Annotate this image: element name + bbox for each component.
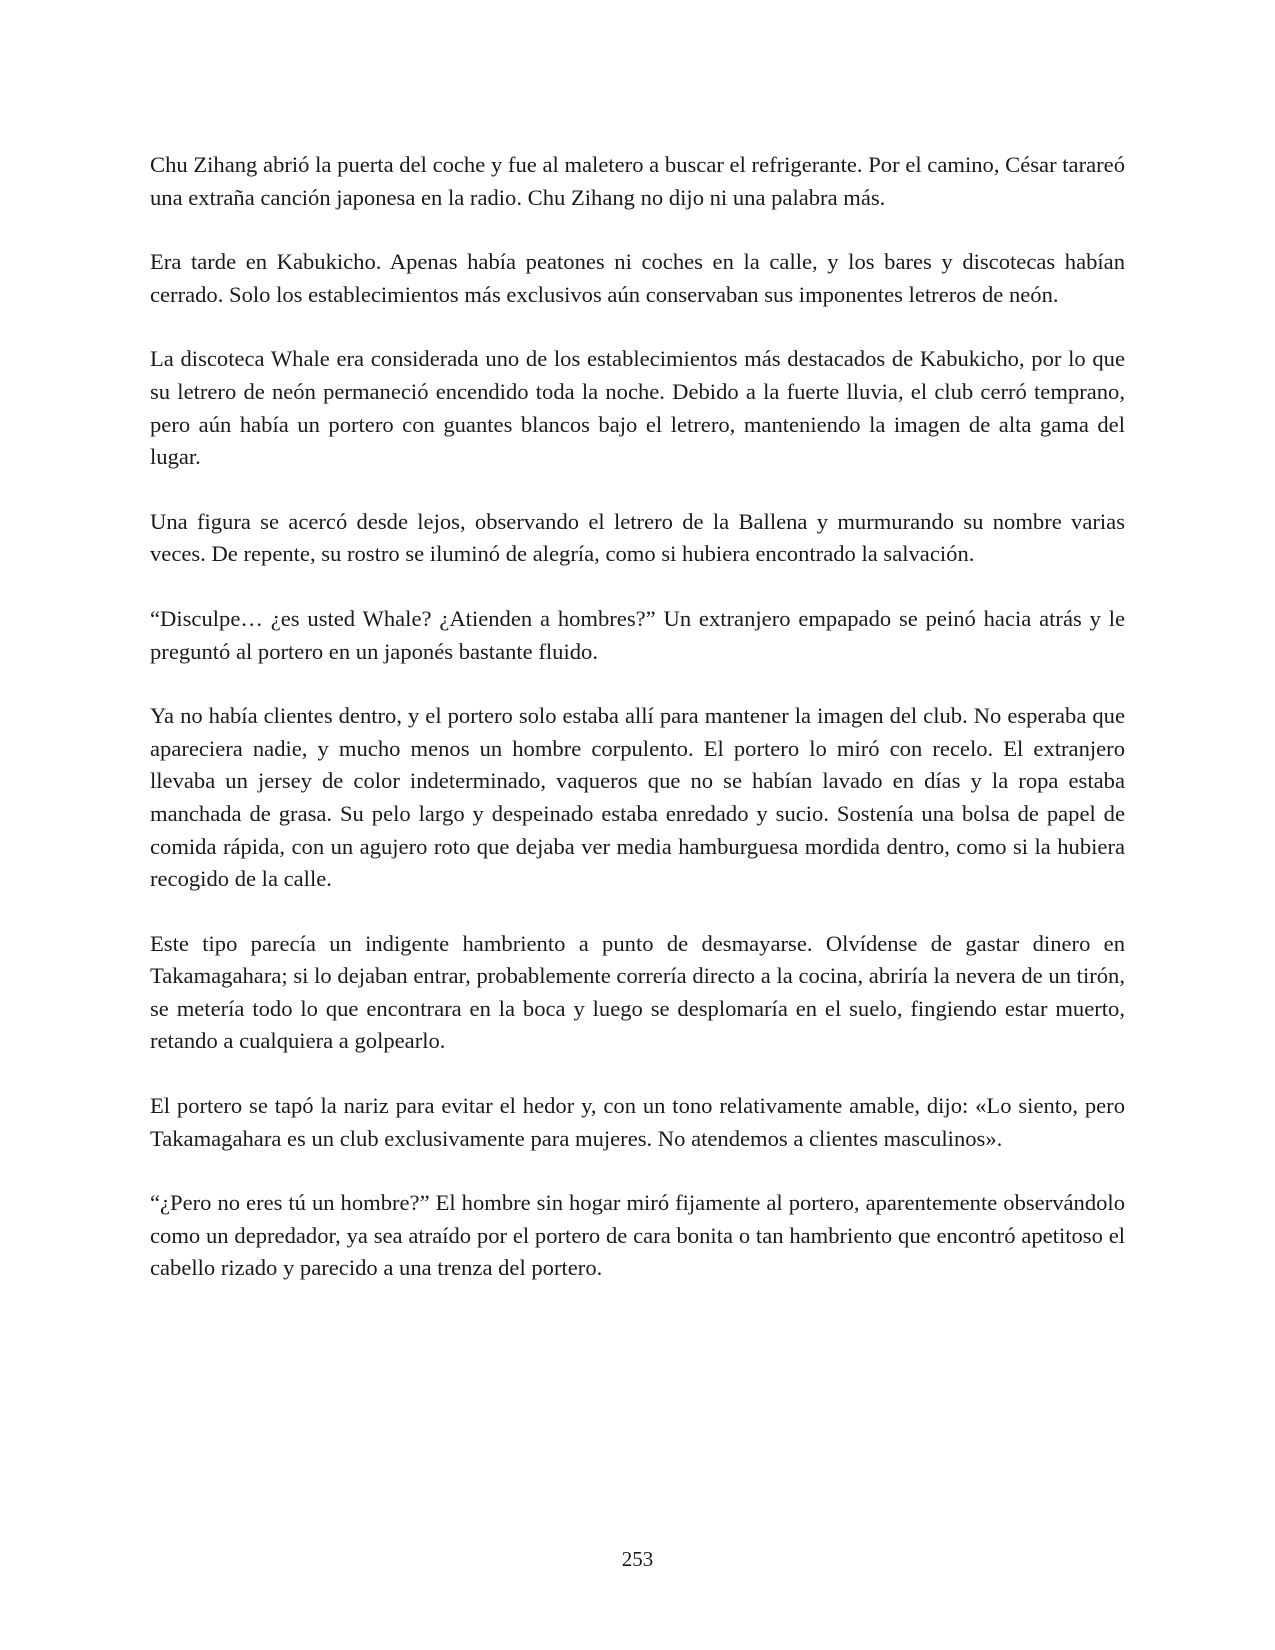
paragraph-3: La discoteca Whale era considerada uno de los establecimientos más destacados de Kabukicho, por lo que su letrero de neón permaneció encendido toda la noche. Debido a la fuerte lluvia, el club cerró temprano, pero aún había un portero con guantes blancos bajo el letrero, manteniendo la imagen de alta gama del lugar. bbox=[150, 346, 1125, 470]
paragraph-8: El portero se tapó la nariz para evitar el hedor y, con un tono relativamente amable, dijo: «Lo siento, pero Takamagahara es un club exclusivamente para mujeres. No atendemos a clientes masculinos». bbox=[150, 1093, 1125, 1151]
body-text bbox=[150, 149, 1125, 1317]
paragraph-1: Chu Zihang abrió la puerta del coche y fue al maletero a buscar el refrigerante. Por el camino, César tarareó una extraña canción japonesa en la radio. Chu Zihang no dijo ni una palabra más. bbox=[150, 152, 1125, 210]
paragraph-7: Este tipo parecía un indigente hambriento a punto de desmayarse. Olvídense de gastar dinero en Takamagahara; si lo dejaban entrar, probablemente correría directo a la cocina, abriría la nevera de un tirón, se metería todo lo que encontrara en la boca y luego se desplomaría en el suelo, fingiendo estar muerto, retando a cualquiera a golpearlo. bbox=[150, 930, 1125, 1054]
paragraph-4: Una figura se acercó desde lejos, observando el letrero de la Ballena y murmurando su nombre varias veces. De repente, su rostro se iluminó de alegría, como si hubiera encontrado la salvación. bbox=[150, 508, 1125, 567]
paragraph-9: “¿Pero no eres tú un hombre?” El hombre sin hogar miró fijamente al portero, aparentemente observándolo como un depredador, ya sea atraído por el portero de cara bonita o tan hambriento que encontró apetitoso el cabello rizado y parecido a una trenza del portero. bbox=[150, 1190, 1125, 1281]
paragraph-2: Era tarde en Kabukicho. Apenas había peatones ni coches en la calle, y los bares y discotecas habían cerrado. Solo los establecimientos más exclusivos aún conservaban sus imponentes letreros de neón. bbox=[150, 249, 1125, 307]
paragraph-5: “Disculpe… ¿es usted Whale? ¿Atienden a hombres?” Un extranjero empapado se peinó hacia atrás y le preguntó al portero en un japonés bastante fluido. bbox=[150, 605, 1125, 664]
paragraph-6: Ya no había clientes dentro, y el portero solo estaba allí para mantener la imagen del club. No esperaba que apareciera nadie, y mucho menos un hombre corpulento. El portero lo miró con recelo. El extranjero llevaba un jersey de color indeterminado, vaqueros que no se habían lavado en días y la ropa estaba manchada de grasa. Su pelo largo y despeinado estaba enredado y sucio. Sostenía una bolsa de papel de comida rápida, con un agujero roto que dejaba ver media hamburguesa mordida dentro, como si la hubiera recogido de la calle. bbox=[150, 703, 1125, 892]
page-number: 253 bbox=[621, 1547, 654, 1571]
